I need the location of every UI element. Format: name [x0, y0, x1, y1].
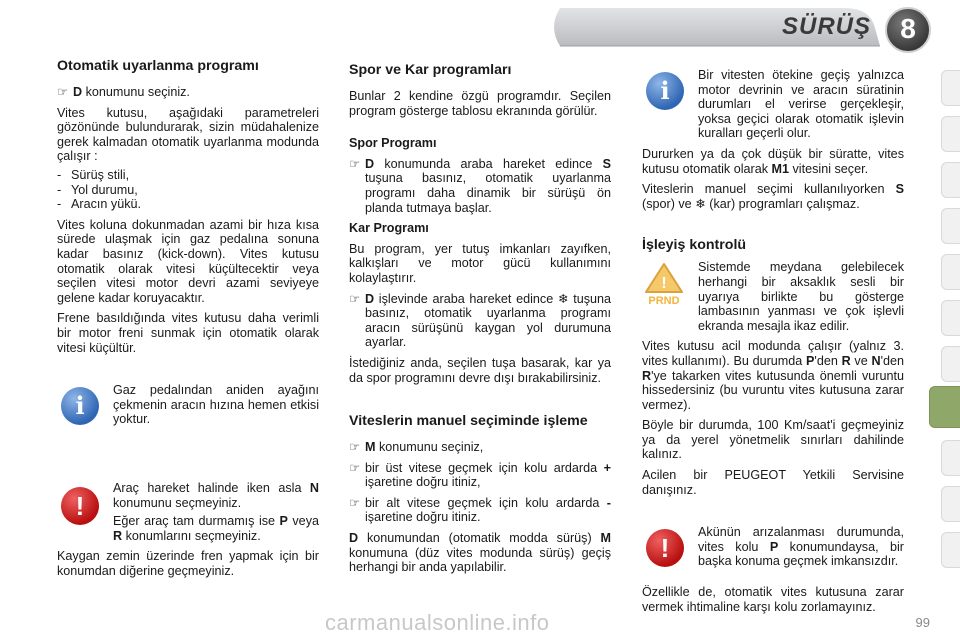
pointing-hand-icon: ☞	[349, 495, 361, 510]
prnd-warning-icon	[642, 262, 686, 306]
dash-item: - Sürüş stili,	[57, 167, 130, 182]
chapter-title: SÜRÜŞ	[782, 13, 872, 40]
info-note	[642, 68, 904, 141]
dash-list	[57, 168, 319, 212]
chapter-tab[interactable]	[941, 254, 960, 290]
list-item: ☞ D konumunda araba hareket edince S tuşuna basınız, otomatik uyarlanma programı daha dinamik bir sürüşü ön planda tutmaya başlar.	[349, 156, 611, 215]
paragraph: Acilen bir PEUGEOT Yetkili Servisine danışınız.	[642, 468, 904, 497]
paragraph: Frene basıldığında vites kutusu daha verimli bir motor freni sunmak için otomatik olarak vitesi küçültür.	[57, 311, 319, 355]
paragraph: D konumundan (otomatik modda sürüş) M konumuna (düz vites modunda sürüş) geçiş herhangi bir anda yapılabilir.	[349, 531, 611, 575]
paragraph: Bu program, yer tutuş imkanları zayıfken, kalkışları ve motor gücü kullanımını kolaylaştırır.	[349, 241, 611, 285]
exclamation-icon: !	[646, 529, 684, 567]
warning-text: Akünün arızalanması durumunda, vites kolu P konumundaysa, bir başka konuma geçmek imkansızdır.	[698, 525, 904, 569]
column-3	[642, 68, 904, 620]
info-icon: i	[61, 387, 99, 425]
list-item: ☞ M konumunu seçiniz,	[349, 440, 484, 455]
bullet-text: konumunu seçiniz.	[82, 85, 190, 99]
svg-text:!: !	[661, 275, 667, 293]
list-item	[57, 85, 319, 100]
warning-note	[642, 525, 904, 585]
chapter-tab[interactable]	[941, 300, 960, 336]
subheading-kar: Kar Programı	[349, 221, 429, 236]
exclamation-icon: !	[61, 487, 99, 525]
pointing-hand-icon: ☞	[349, 291, 361, 306]
list-item: ☞ bir üst vitese geçmek için kolu ardarda + işaretine doğru itiniz,	[349, 460, 611, 490]
pointing-hand-icon: ☞	[349, 440, 361, 455]
paragraph: Kaygan zemin üzerinde fren yapmak için bir konumdan diğerine geçmeyiniz.	[57, 549, 319, 579]
chapter-tab[interactable]	[941, 162, 960, 198]
chapter-tab[interactable]	[941, 346, 960, 382]
info-note-text: Gaz pedalından aniden ayağını çekmenin aracın hızına hemen etkisi yoktur.	[113, 383, 319, 427]
chapter-tab-active[interactable]	[929, 386, 960, 428]
prnd-label: PRND	[648, 295, 680, 307]
chapter-tab[interactable]	[941, 486, 960, 522]
list-item: ☞ bir alt vitese geçmek için kolu ardarda - işaretine doğru itiniz.	[349, 495, 611, 525]
column-1	[57, 58, 319, 585]
chapter-number: 8	[900, 13, 916, 44]
watermark: carmanualsonline.info	[325, 610, 550, 635]
dash-item: - Yol durumu,	[57, 182, 138, 197]
dash-item: - Aracın yükü.	[57, 197, 141, 212]
warning-note	[57, 481, 319, 543]
page-number: 99	[915, 615, 930, 630]
prnd-note	[642, 260, 904, 333]
section-heading-isleyis: İşleyiş kontrolü	[642, 237, 747, 254]
paragraph: Özellikle de, otomatik vites kutusuna zarar vermek ihtimaline karşı kolu zorlamayınız.	[642, 585, 904, 614]
paragraph: Bunlar 2 kendine özgü programdır. Seçilen program gösterge tablosu ekranında görülür.	[349, 89, 611, 118]
info-icon: i	[646, 72, 684, 110]
chapter-tab[interactable]	[941, 208, 960, 244]
chapter-tab[interactable]	[941, 116, 960, 152]
paragraph: Böyle bir durumda, 100 Km/saat'i geçmeyiniz ya da yerel yönetmelik sınırları dahilinde kalınız.	[642, 418, 904, 462]
paragraph: Vites kutusu acil modunda çalışır (yalnız 3. vites kullanımı). Bu durumda P'den R ve N'den R'ye takarken vites kutusunda önemli vuruntu hissedersiniz (bu vuruntu vites kutusuna zarar vermez).	[642, 339, 904, 412]
prnd-note-text: Sistemde meydana gelebilecek herhangi bir aksaklık sesli bir uyarıya birlikte bu gösterge lambasının yanması ve çok işlevli ekranda mesajla ikaz edilir.	[698, 260, 904, 333]
info-note-text: Bir vitesten ötekine geçiş yalnızca motor devrinin ve aracın süratinin durumları el verirse gerçekleşir, yoksa geçici olarak otomatik işlevin kuralları geçerli olur.	[698, 68, 904, 141]
list-item: ☞ D işlevinde araba hareket edince ❄ tuşuna basınız, otomatik uyarlanma programı aracın sürüşünü kaygan yol durumuna ayarlar.	[349, 291, 612, 350]
pointing-hand-icon: ☞	[349, 460, 361, 475]
pointing-hand-icon: ☞	[349, 156, 361, 171]
snowflake-icon: ❄	[557, 291, 569, 306]
paragraph: Dururken ya da çok düşük bir süratte, vites kutusu otomatik olarak M1 vitesini seçer.	[642, 146, 904, 176]
paragraph: Vites koluna dokunmadan azami bir hıza kısa sürede ulaşmak için gaz pedalına sonuna kadar basınız (kick-down). Vites kutusu otomatik olarak vitesi küçültecektir veya seçilen vitesi motor devri azami seviyeye gelene kadar koruyacaktır.	[57, 217, 319, 305]
chapter-tabs	[938, 70, 960, 600]
snowflake-icon: ❄	[695, 196, 706, 211]
chapter-tab[interactable]	[941, 440, 960, 476]
section-heading-otomatik: Otomatik uyarlanma programı	[57, 58, 259, 74]
column-2	[349, 62, 611, 581]
pointing-hand-icon: ☞	[57, 85, 69, 99]
subheading-spor: Spor Programı	[349, 136, 437, 151]
warning-text: Araç hareket halinde iken asla N konumunu seçmeyiniz.	[113, 481, 319, 510]
info-note	[57, 383, 319, 443]
section-heading-manuel: Viteslerin manuel seçiminde işleme	[349, 413, 588, 430]
chapter-tab[interactable]	[941, 70, 960, 106]
paragraph: Viteslerin manuel seçimi kullanılıyorken S (spor) ve ❄ (kar) programları çalışmaz.	[642, 182, 904, 211]
warning-text: Eğer araç tam durmamış ise P veya R konumlarını seçmeyiniz.	[113, 514, 319, 543]
key-label: D	[73, 85, 83, 99]
section-heading-spor-kar: Spor ve Kar programları	[349, 62, 512, 78]
paragraph: İstediğiniz anda, seçilen tuşa basarak, kar ya da spor programını devre dışı bırakabilirsiniz.	[349, 355, 611, 385]
paragraph: Vites kutusu, aşağıdaki parametreleri gözönünde bulundurarak, sizin müdahalenize gerek kalmadan otomatik uyarlanma modunda çalışır :	[57, 105, 319, 164]
chapter-header	[0, 0, 960, 55]
chapter-tab[interactable]	[941, 532, 960, 568]
